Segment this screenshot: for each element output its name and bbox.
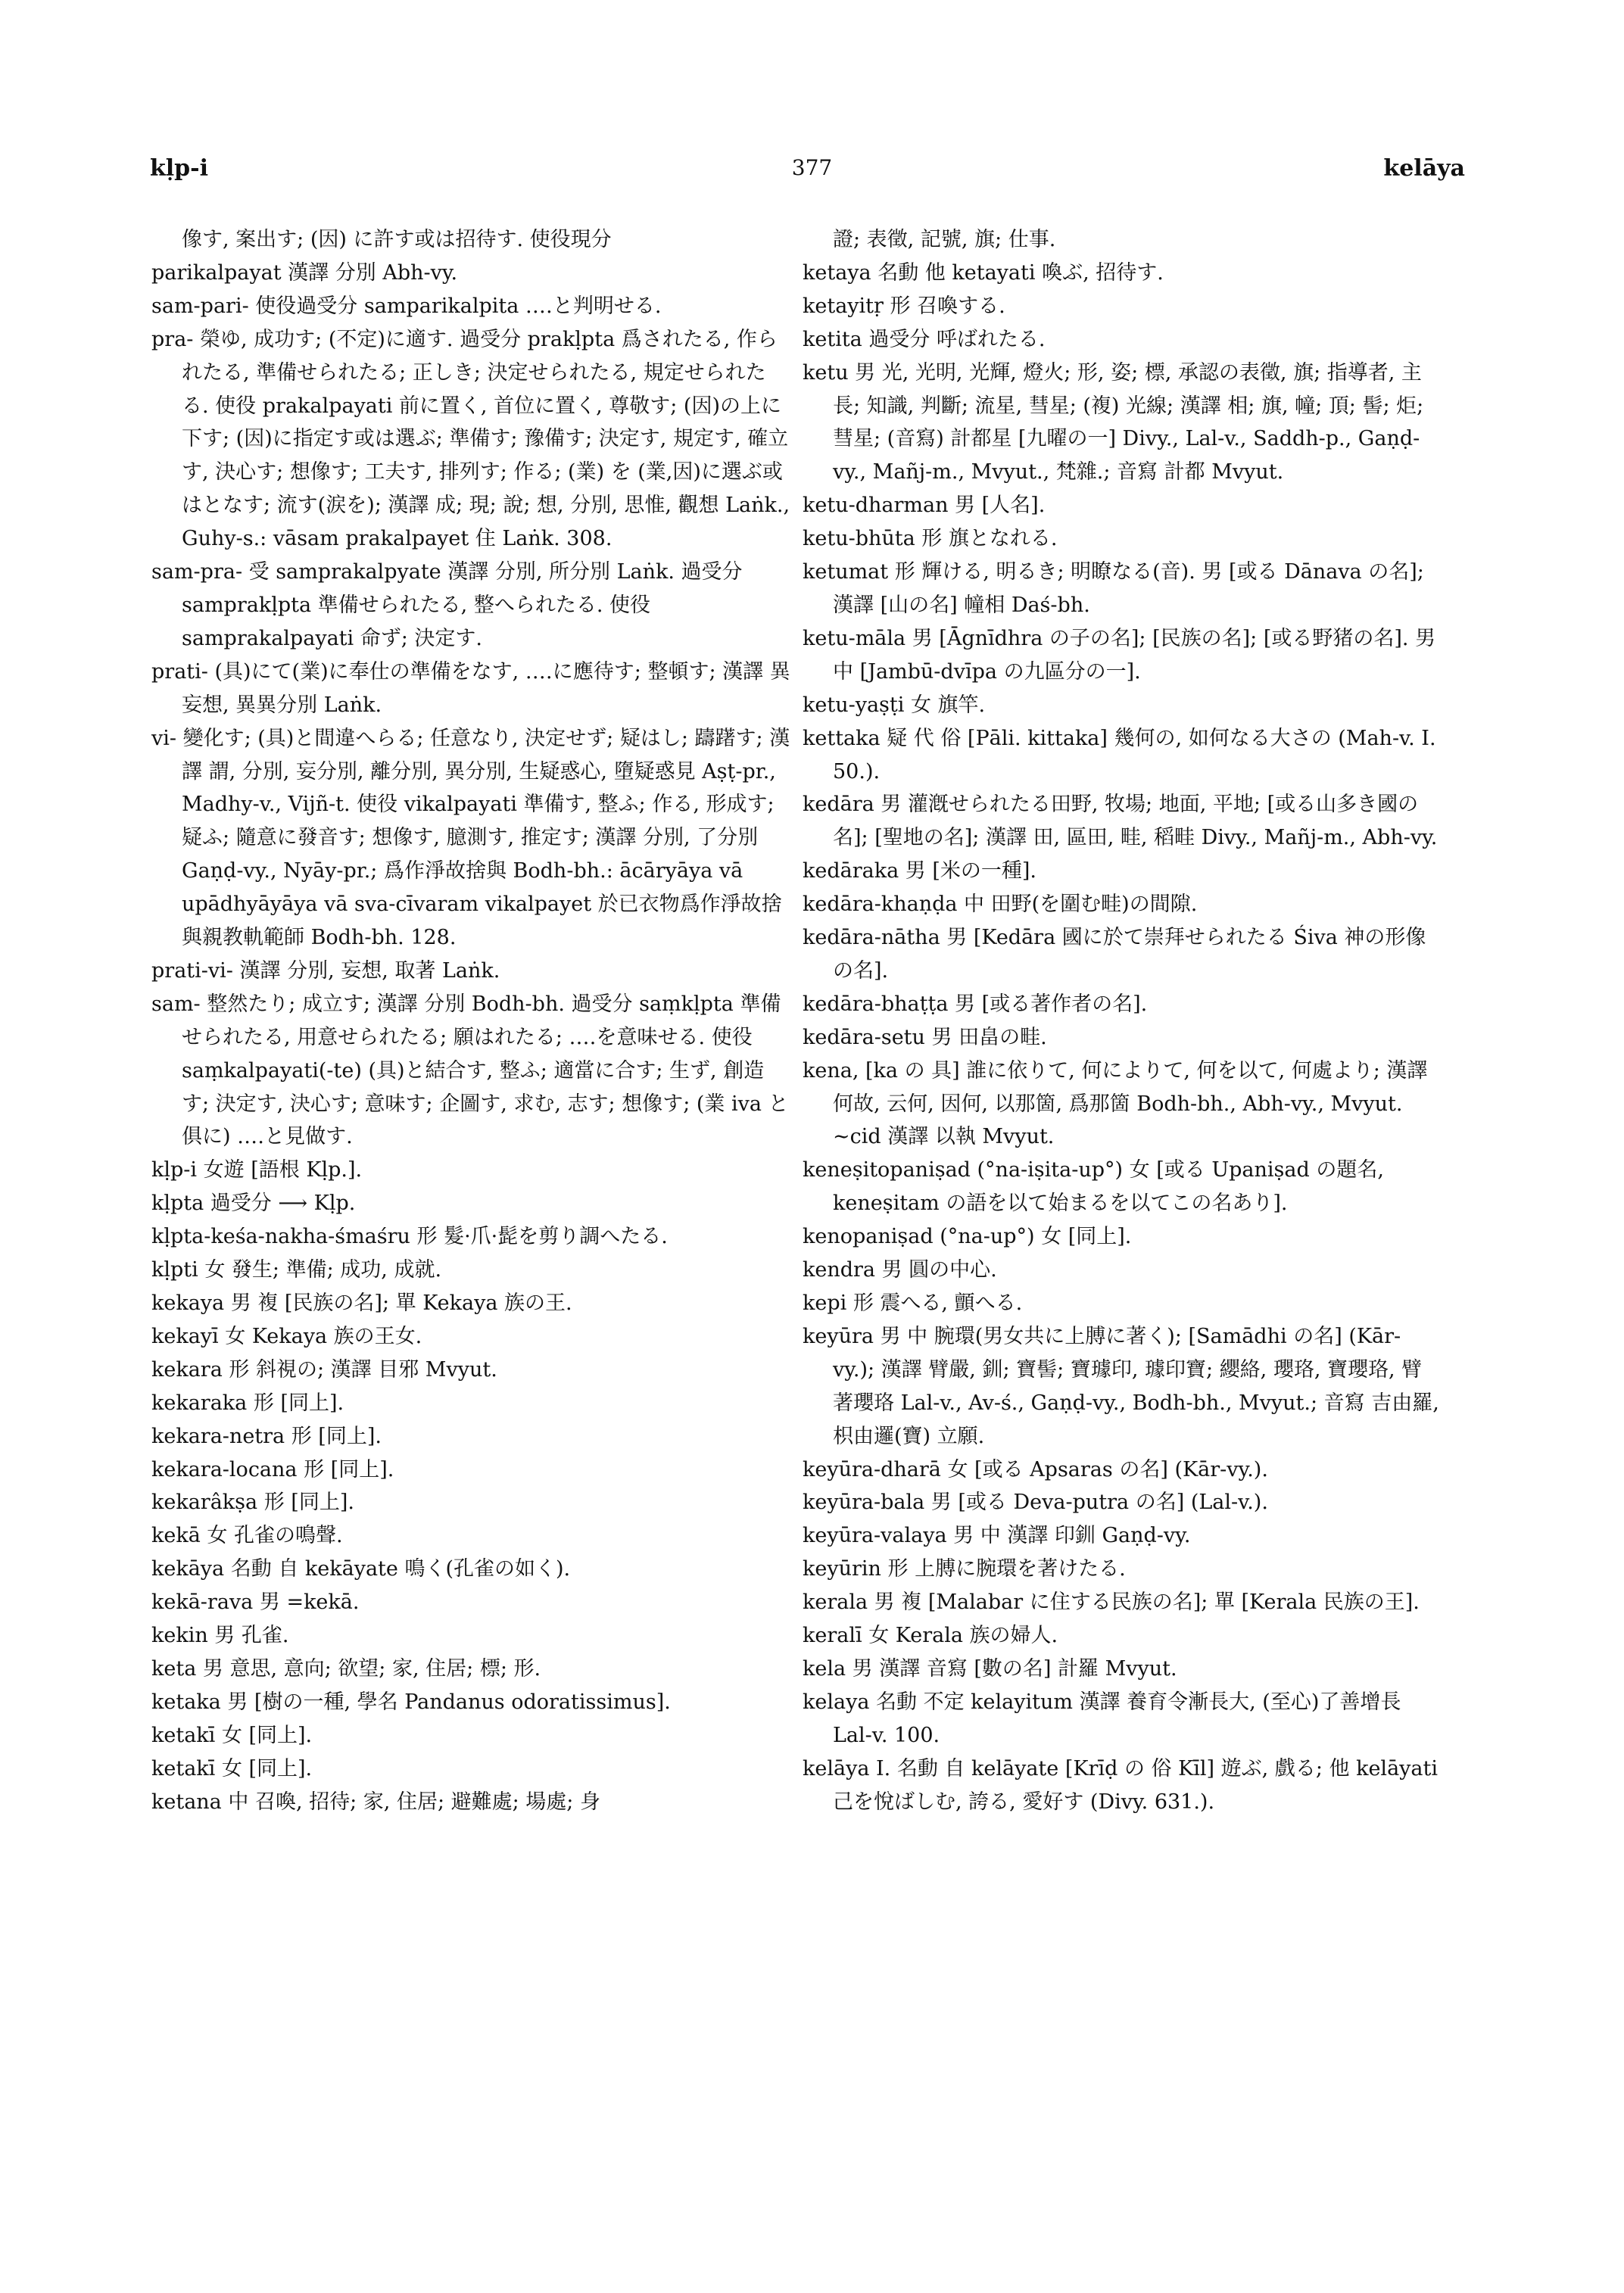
dictionary-entry: kekaraka 形 [同上]. — [151, 1391, 344, 1415]
dictionary-entry: sam-pari- 使役過受分 samparikalpita ‥‥と判明せる. — [151, 294, 662, 318]
dictionary-entry: vi- 變化す; (具)と間違へらる; 任意なり, 決定せず; 疑はし; 躊躇す; 漢譯 謂, 分別, 妄分別, 離分別, 異分別, 生疑惑心, 墮疑惑見 Aṣṭ-pr., Madhy-v., Vijñ-t. 使役 vikalpayati 準備す, 整ふ; 作る, 形成す; 疑ふ; 隨意に發音す; 想像す, 臆測す, 推定す; 漢譯 分別, 了分別 Gaṇḍ-vy., Nyāy-pr.; 爲作淨故捨與 Bodh-bh.: ācāryāya vā upādhyāyāya vā sva-cīvaram vikalpayet 於已衣物爲作淨故捨與親教軌範師 Bodh-bh. 128. — [151, 726, 790, 950]
dictionary-entry: kekara-locana 形 [同上]. — [151, 1457, 394, 1481]
dictionary-entry: ketaya 名動 他 ketayati 喚ぶ, 招待す. — [803, 260, 1164, 285]
dictionary-entry: kedāra-bhaṭṭa 男 [或る著作者の名]. — [803, 992, 1148, 1016]
dictionary-entry: keyūra-dharā 女 [或る Apsaras の名] (Kār-vy.). — [803, 1457, 1268, 1481]
dictionary-entry: kettaka 疑 代 俗 [Pāli. kittaka] 幾何の, 如何なる大さの (Mah-v. I. 50.). — [803, 726, 1443, 784]
dictionary-entry: kekāya 名動 自 kekāyate 鳴く(孔雀の如く). — [151, 1557, 571, 1581]
dictionary-entry: kekaya 男 複 [民族の名]; 單 Kekaya 族の王. — [151, 1291, 572, 1315]
dictionary-entry: ketakī 女 [同上]. — [151, 1756, 313, 1781]
dictionary-entry: kekara 形 斜視の; 漢譯 目邪 Mvyut. — [151, 1357, 497, 1382]
dictionary-entry: ketita 過受分 呼ばれたる. — [803, 327, 1046, 351]
dictionary-entry: kḷpta 過受分 ⟶ Kḷp. — [151, 1192, 356, 1216]
dictionary-entry: prati- (具)にて(業)に奉仕の準備をなす, ‥‥に應待す; 整頓す; 漢譯 異妄想, 異異分別 Laṅk. — [151, 659, 790, 717]
dictionary-entry: kelaya 名動 不定 kelayitum 漢譯 養育令漸長大, (至心)了善增長 Lal-v. 100. — [803, 1690, 1407, 1747]
dictionary-entry: sam- 整然たり; 成立す; 漢譯 分別 Bodh-bh. 過受分 saṃkḷpta 準備せられたる, 用意せられたる; 願はれたる; ‥‥を意味せる. 使役 saṃkalpayati(-te) (具)と結合す, 整ふ; 適當に合す; 生ず, 創造す; 決定す, 決心す; 意味す; 企圖す, 求む, 志す; 想像す; (業 iva と俱に) ‥‥と見做す. — [151, 992, 789, 1149]
dictionary-entry: kenopaniṣad (°na-up°) 女 [同上]. — [803, 1225, 1132, 1249]
dictionary-entry: ketaka 男 [樹の一種, 學名 Pandanus odoratissimus]. — [151, 1690, 671, 1714]
page-number: 377 — [791, 155, 833, 180]
dictionary-entry: sam-pra- 受 samprakalpyate 漢譯 分別, 所分別 Laṅk. 過受分 samprakḷpta 準備せられたる, 整へられたる. 使役 samprakalpayati 命ず; 決定す. — [151, 560, 750, 650]
dictionary-entry: kela 男 漢譯 音寫 [數の名] 計羅 Mvyut. — [803, 1656, 1177, 1681]
dictionary-entry: ketana 中 召喚, 招待; 家, 住居; 避難處; 場處; 身 — [151, 1790, 600, 1814]
dictionary-entry: kekarâkṣa 形 [同上]. — [151, 1491, 354, 1515]
running-head-right: kelāya — [1383, 155, 1465, 182]
dictionary-entry: kḷpti 女 發生; 準備; 成功, 成就. — [151, 1258, 442, 1282]
dictionary-entry: kḷp-i 女遊 [語根 Kḷp.]. — [151, 1158, 363, 1182]
dictionary-entry: keyūra 男 中 腕環(男女共に上膊に著く); [Samādhi の名] (Kār-vy.); 漢譯 臂嚴, 釧; 寶髻; 寶璩印, 璩印寶; 纓絡, 瓔珞, 寶瓔珞, 臂著瓔珞 Lal-v., Av-ś., Gaṇḍ-vy., Bodh-bh., Mvyut.; 音寫 吉由羅, 枳由邏(寶) 立願. — [803, 1324, 1446, 1448]
dictionary-entry: ketu-dharman 男 [人名]. — [803, 494, 1046, 518]
running-head-left: kḷp-i — [150, 155, 209, 182]
dictionary-entry: kekā-rava 男 =kekā. — [151, 1590, 360, 1615]
dictionary-entry: ketu 男 光, 光明, 光輝, 燈火; 形, 姿; 標, 承認の表徵, 旗; 指導者, 主長; 知識, 判斷; 流星, 彗星; (複) 光線; 漢譯 相; 旗, 幢; 頂; 髻; 炬; 彗星; (音寫) 計都星 [九曜の一] Divy., Lal-v., Saddh-p., Gaṇḍ-vy., Mañj-m., Mvyut., 梵雜.; 音寫 計都 Mvyut. — [803, 360, 1430, 484]
dictionary-entry: keneṣitopaniṣad (°na-iṣita-up°) 女 [或る Upaniṣad の題名, keneṣitam の語を以て始まるを以てこの名あり]. — [803, 1158, 1391, 1216]
dictionary-entry: kedāra-khaṇḍa 中 田野(を圍む畦)の間隙. — [803, 893, 1198, 917]
dictionary-entry: keyūrin 形 上膊に腕環を著けたる. — [803, 1557, 1126, 1581]
dictionary-entry: kekā 女 孔雀の鳴聲. — [151, 1524, 343, 1548]
dictionary-entry: 證; 表徵, 記號, 旗; 仕事. — [833, 228, 1056, 251]
dictionary-entry: kekin 男 孔雀. — [151, 1624, 289, 1648]
dictionary-entry: ketu-bhūta 形 旗となれる. — [803, 527, 1058, 551]
dictionary-entry: kerala 男 複 [Malabar に住する民族の名]; 單 [Kerala 民族の王]. — [803, 1590, 1420, 1615]
dictionary-entry: kedāra-setu 男 田畠の畦. — [803, 1025, 1047, 1049]
dictionary-entry: kedāra 男 灌漑せられたる田野, 牧場; 地面, 平地; [或る山多き國の名]; [聖地の名]; 漢譯 田, 區田, 畦, 稻畦 Divy., Mañj-m., Abh-vy. — [803, 793, 1438, 850]
dictionary-entry: kḷpta-keśa-nakha-śmaśru 形 髮·爪·髭を剪り調へたる. — [151, 1225, 668, 1249]
dictionary-entry: kena, [ka の 具] 誰に依りて, 何によりて, 何を以て, 何處より; 漢譯 何故, 云何, 因何, 以那箇, 爲那箇 Bodh-bh., Abh-vy., Mvyut. ∼cid 漢譯 以執 Mvyut. — [803, 1058, 1435, 1149]
left-column — [151, 223, 796, 1819]
dictionary-entry: ketu-māla 男 [Āgnīdhra の子の名]; [民族の名]; [或る野猪の名]. 男 中 [Jambū-dvīpa の九區分の一]. — [803, 626, 1442, 684]
dictionary-entry: kekara-netra 形 [同上]. — [151, 1424, 382, 1448]
right-column — [803, 223, 1446, 1819]
dictionary-entry: ketu-yaṣṭi 女 旗竿. — [803, 693, 986, 717]
dictionary-entry: keralī 女 Kerala 族の婦人. — [803, 1624, 1058, 1648]
dictionary-entry: kedāra-nātha 男 [Kedāra 國に於て崇拜せられたる Śiva 神の形像の名]. — [803, 926, 1426, 983]
dictionary-entry: kedāraka 男 [米の一種]. — [803, 859, 1036, 883]
dictionary-entry: ketakī 女 [同上]. — [151, 1723, 313, 1747]
dictionary-entry: 像す, 案出す; (因) に許す或は招待す. 使役現分 — [182, 228, 612, 251]
dictionary-entry: kelāya I. 名動 自 kelāyate [Krīḍ の 俗 Kīl] 遊ぶ, 戲る; 他 kelāyati 己を悅ばしむ, 誇る, 愛好す (Divy. 631.). — [803, 1756, 1445, 1814]
dictionary-entry: kendra 男 圓の中心. — [803, 1258, 997, 1282]
dictionary-entry: keyūra-valaya 男 中 漢譯 印釧 Gaṇḍ-vy. — [803, 1524, 1191, 1548]
dictionary-entry: parikalpayat 漢譯 分別 Abh-vy. — [151, 260, 458, 285]
dictionary-entry: ketayitṛ 形 召喚する. — [803, 294, 1005, 318]
dictionary-entry: kepi 形 震へる, 顫へる. — [803, 1291, 1023, 1315]
dictionary-entry: keta 男 意思, 意向; 欲望; 家, 住居; 標; 形. — [151, 1656, 541, 1681]
dictionary-entry: prati-vi- 漢譯 分別, 妄想, 取著 Laṅk. — [151, 958, 500, 983]
dictionary-entry: kekayī 女 Kekaya 族の王女. — [151, 1324, 422, 1348]
dictionary-entry: ketumat 形 輝ける, 明るき; 明瞭なる(音). 男 [或る Dānava の名]; 漢譯 [山の名] 幢相 Daś-bh. — [803, 560, 1431, 617]
dictionary-entry: pra- 榮ゆ, 成功す; (不定)に適す. 過受分 prakḷpta 爲されたる, 作られたる, 準備せられたる; 正しき; 決定せられたる, 規定せられたる. 使役 prakalpayati 前に置く, 首位に置く, 尊敬す; (因)の上に下す; (因)に指定す或は選ぶ; 準備す; 豫備す; 決定す, 規定す, 確立す, 決心す; 想像す; 工夫す, 排列す; 作る; (業) を (業,因)に選ぶ或はとなす; 流す(涙を); 漢譯 成; 現; 說; 想, 分別, 思惟, 觀想 Laṅk., Guhy-s.: vāsam prakalpayet 住 Laṅk. 308. — [151, 327, 796, 551]
dictionary-entry: keyūra-bala 男 [或る Deva-putra の名] (Lal-v.). — [803, 1491, 1268, 1515]
